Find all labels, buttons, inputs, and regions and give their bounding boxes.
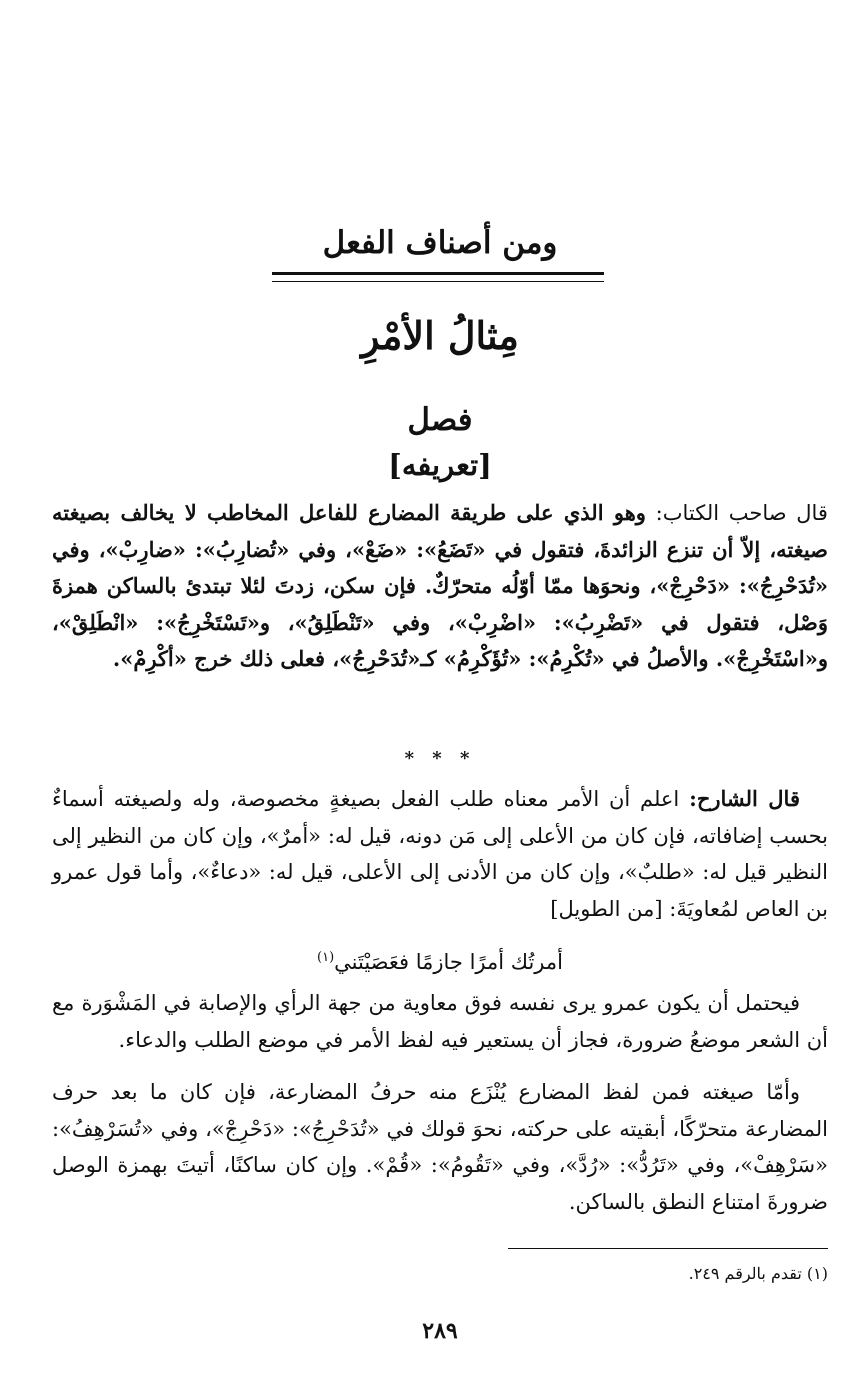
page-number: ٢٨٩ (422, 1318, 458, 1344)
fasl-heading: فصل (407, 402, 473, 438)
title-rule-thin (272, 281, 604, 282)
body-paragraph-2: فيحتمل أن يكون عمرو يرى نفسه فوق معاوية من جهة الرأي والإصابة في المَشْوَرة مع أن الشعر موضعُ ضرورة، فجاز أن يستعير فيه لفظ الأمر في موضع الطلب والدعاء. (52, 991, 828, 1052)
sharh-paragraph (52, 781, 828, 927)
poetry-verse (52, 940, 828, 980)
subheading: [تعريفه] (388, 448, 492, 482)
footnote: (١) تقدم بالرقم ٢٤٩. (688, 1264, 828, 1283)
matn-paragraph (52, 495, 828, 678)
matn-text: وهو الذي على طريقة المضارع للفاعل المخاطب لا يخالف بصيغته صيغته، إلاّ أن تنزع الزائدةَ، فتقول في «تَضَعُ»: «ضَعْ»، وفي «تُضارِبُ»: «ضارِبْ»، وفي «تُدَحْرِجُ»: «دَحْرِجْ»، ونحوَها ممّا أوّلُه متحرّكٌ. فإن سكن، زدتَ لئلا تبتدئ بالساكن همزةَ وَصْل، فتقول في «تَضْرِبُ»: «اضْرِبْ»، وفي «تَنْطَلِقُ»، و«تَسْتَخْرِجُ»: «انْطَلِقْ»، و«اسْتَخْرِجْ». والأصلُ في «تُكْرِمُ»: «تُؤَكْرِمُ» كـ«تُدَحْرِجُ»، فعلى ذلك خرج «أكْرِمْ». (52, 500, 828, 671)
title-rule-thick (272, 272, 604, 275)
document-page (52, 0, 828, 1380)
verse-text: أمرتُك أمرًا جازمًا فعَصَيْتَني (334, 950, 563, 974)
chapter-title: ومن أصناف الفعل (322, 225, 558, 261)
sharh-text: اعلم أن الأمر معناه طلب الفعل بصيغةٍ مخصوصة، وله ولصيغته أسماءٌ بحسب إضافاته، فإن كان من الأعلى إلى مَن دونه، قيل له: «أمرٌ»، وإن كان من النظير إلى النظير قيل له: «طلبٌ»، وإن كان من الأدنى إلى الأعلى، قيل له: «دعاءٌ»، وأما قول عمرو بن العاص لمُعاويَةَ: [من الطويل] (52, 787, 828, 921)
verse-footnote-marker: (١) (317, 950, 335, 965)
section-separator: * * * (404, 748, 476, 769)
section-title: مِثالُ الأمْرِ (361, 313, 519, 358)
sharh-speaker: قال الشارح: (689, 786, 800, 811)
body-paragraph-3: وأمّا صيغته فمن لفظ المضارع يُنْزَع منه حرفُ المضارعة، فإن كان ما بعد حرف المضارعة متحرّكًا، أبقيته على حركته، نحوَ قولك في «تُدَحْرِجُ»: «دَحْرِجْ»، وفي «تُسَرْهِفُ»: «سَرْهِفْ»، وفي «تَرُدُّ»: «رُدَّ»، وفي «تَقُومُ»: «قُمْ». وإن كان ساكنًا، أتيتَ بهمزة الوصل ضرورةَ امتناع النطق بالساكن. (52, 1080, 828, 1214)
matn-speaker: قال صاحب الكتاب: (655, 501, 828, 525)
footnote-rule (508, 1248, 828, 1249)
